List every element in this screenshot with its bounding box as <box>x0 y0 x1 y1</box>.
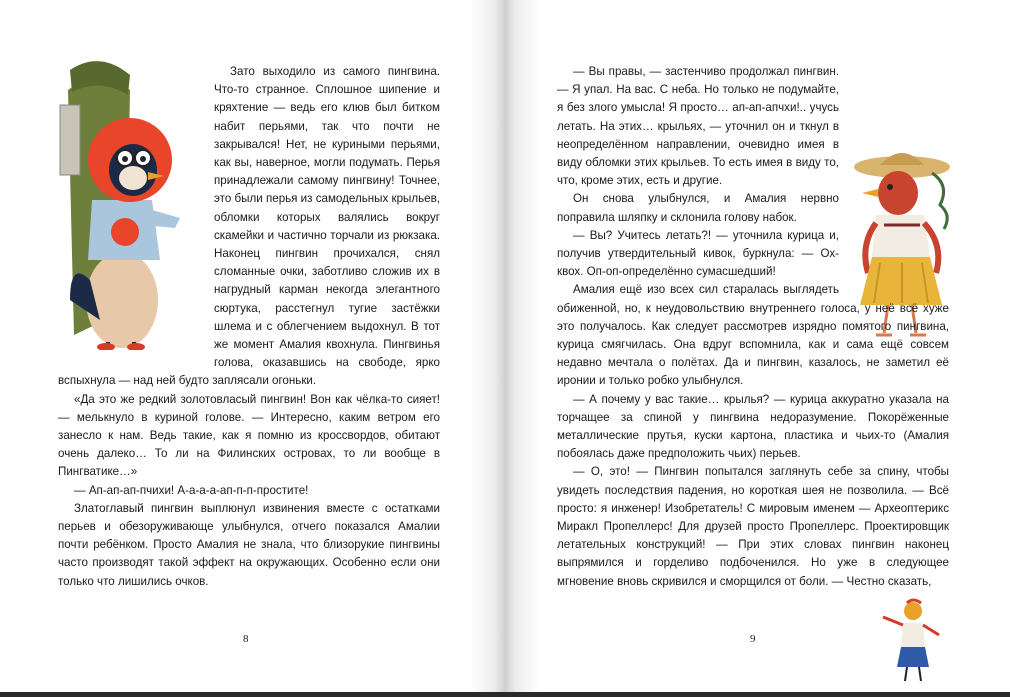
left-page-text <box>58 63 440 591</box>
paragraph: Златоглавый пингвин выплюнул извинения вместе с остатками перьев и обезоруживающе улыбнулся, отчего показался Амалии почти ребёнком. Просто Амалия не знала, что близорукие пингвины часто производят такой эффект на окружающих. Особенно если они только что лишились очков. <box>58 501 440 588</box>
paragraph: — Ап-ап-ап-пчихи! А-а-а-а-ап-п-п-простите! <box>74 483 309 497</box>
page-number: 8 <box>243 633 249 645</box>
paragraph: — Вы правы, — застенчиво продолжал пингвин. — Я упал. На вас. С неба. Но только не подумайте, я без злого умысла! Я просто… ап-ап-апчхи!.. учусь летать. На этих… крыльях, — уточнил он и ткнул в неопределённом направлении, очевидно имея в виду обломки этих крыльев. То есть имея в виду то, что, кроме этих, есть и другие. <box>557 65 839 188</box>
illustration-spacer <box>839 135 949 285</box>
right-page <box>505 0 1010 692</box>
illustration-spacer <box>58 63 214 363</box>
paragraph: — А почему у вас такие… крылья? — курица аккуратно указала на торчащее за спиной у пингвина недоразумение. Покорёженные металлические прутья, куски картона, пластика и чьих-то (Амалия побоялась даже предположить чьих) перьев. <box>557 392 949 461</box>
paragraph: Амалия ещё изо всех сил старалась выглядеть обиженной, но, к неудовольствию внутреннего голоса, у неё всё хуже это получалось. Как следует рассмотрев изрядно помятого пингвина, курица смягчилась. Она вдруг вспомнила, как и сама ещё совсем недавно мечтала о полётах. Да и пингвин, казалось, не заметил её иронии и только робко улыбнулся. <box>557 283 949 388</box>
bottom-edge <box>0 692 1010 697</box>
paragraph: — Вы? Учитесь летать?! — уточнила курица и, получив утвердительный кивок, буркнула: — Ох-квох. Оп-оп-определённо сумасшедший! <box>557 228 839 279</box>
girl-illustration <box>873 595 948 685</box>
page-number: 9 <box>750 633 756 645</box>
paragraph: — О, это! — Пингвин попытался заглянуть себе за спину, чтобы увидеть последствия падения, но короткая шея не позволила. — Всё просто: я инженер! Изобретатель! С мировым именем — Археоптерикс Миракл Пропеллерс! Для друзей просто Пропеллерс. Проектировщик летательных конструкций! — При этих словах пингвин наконец выпрямился и горделиво подбоченился. Но уже в следующее мгновение вновь скривился и сморщился от боли. — Честно сказать, <box>557 465 949 588</box>
right-page-text <box>557 63 949 591</box>
left-page <box>0 0 500 692</box>
paragraph: Он снова улыбнулся, и Амалия нервно поправила шляпку и склонила голову набок. <box>557 192 839 224</box>
paragraph: «Да это же редкий золотовласый пингвин! Вон как чёлка-то сияет! — мелькнуло в куриной голове. — Интересно, каким ветром его занесло к нам. Ведь такие, как я помню из кроссвордов, обитают очень далеко… То ли на Филинских островах, то ли вообще в Пингватике…» <box>58 392 440 479</box>
paragraph: Зато выходило из самого пингвина. Что-то странное. Сплошное шипение и кряхтение — ведь его клюв был битком набит перьями, так что почти не закрывался! Нет, не куриными перьями, как вы, наверное, могли подумать. Перья принадлежали самому пингвину! Точнее, это были перья из самодельных крыльев, обломки которых валялись вокруг скамейки и частично торчали из рюкзака. Наконец пингвин прочихался, снял сломанные очки, заботливо сложив их в нагрудный карман некогда элегантного сюртука, расстегнул тугие застёжки шлема и с облегчением выдохнул. В тот же момент Амалия квохнула. Пингвинья голова, оказавшись на свободе, ярко вспыхнула — над ней будто заплясали огоньки. <box>58 65 440 388</box>
